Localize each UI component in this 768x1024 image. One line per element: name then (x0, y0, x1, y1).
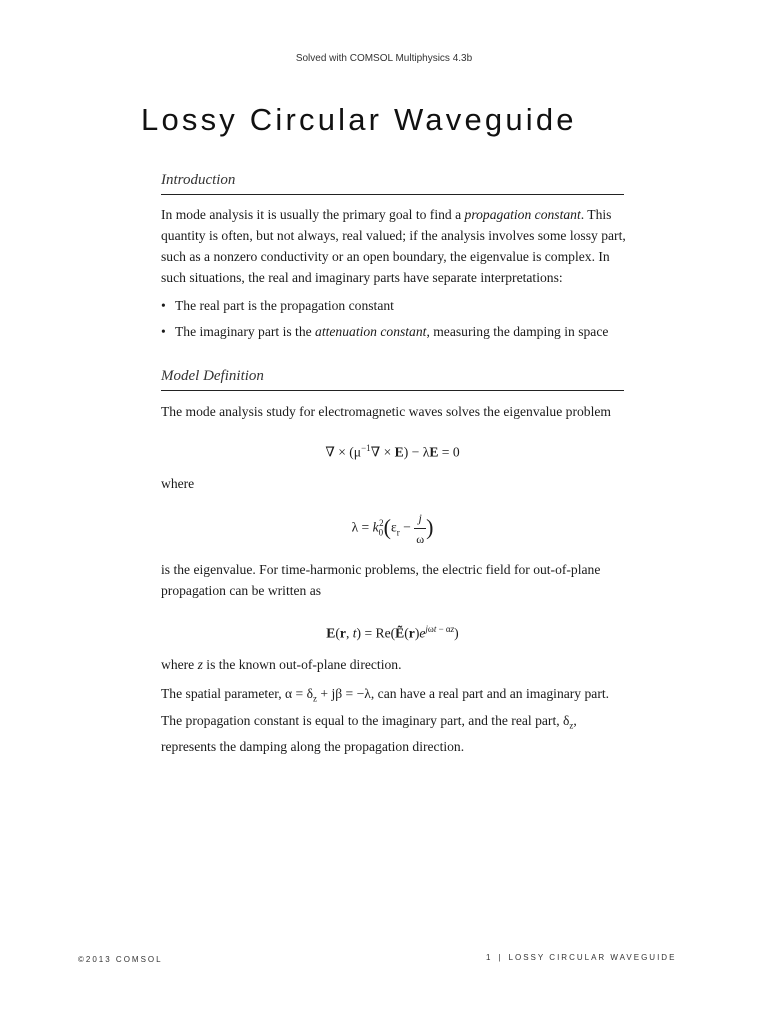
model-paragraph-3: where z is the known out-of-plane direction. (161, 657, 402, 672)
where-label: where (161, 476, 195, 491)
equation-eigenvalue-problem: ∇ × $(\mu^{-1}\nabla \times E) - \lambda E = 0$ (325, 443, 460, 460)
header-note: Solved with COMSOL Multiphysics 4.3b (295, 53, 473, 64)
page-number: 1 (486, 953, 493, 962)
equation-electric-field: E(r, $t) = Re(Ẽ(r)e^{j\omega t - \alpha z})$ (326, 624, 459, 641)
model-paragraph-1: The mode analysis study for electromagnetic waves solves the eigenvalue problem (161, 404, 611, 419)
model-paragraph-2: is the eigenvalue. For time-harmonic problems, the electric field for out-of-plane propagation can be written as (161, 562, 601, 598)
footer-running-title: LOSSY CIRCULAR WAVEGUIDE (508, 953, 677, 962)
bullet-item: • The real part is the propagation constant (161, 295, 641, 316)
page-title: Lossy Circular Waveguide (141, 102, 577, 137)
section-heading-introduction: Introduction (161, 172, 624, 195)
footer-separator: | (498, 953, 503, 962)
bullet-icon: • (161, 324, 166, 339)
intro-paragraph: In mode analysis it is usually the primary goal to find a propagation constant. This quantity is often, but not always, real valued; if the analysis involves some lossy part, such as a nonzero conductivity or an open boundary, the eigenvalue is complex. In such situations, the real and imaginary parts have separate interpretations: (161, 207, 626, 285)
equation-eigenvalue: $\lambda = k_0^2(\varepsilon_r$ − $\frac{j}{\omega}$ ) (161, 508, 624, 549)
footer-running-head (486, 953, 676, 962)
model-paragraph-4: The spatial parameter, $\alpha = \delta_z + j\beta = -\lambda$, can have a real part and an imaginary part. The propagation constant is equal to the imaginary part, and the real part, $\delta_z$, represents the damping along the propagation direction. (161, 686, 610, 755)
bullet-item: • The imaginary part is the attenuation constant, measuring the damping in space (161, 321, 641, 342)
footer-copyright: ©2013 COMSOL (78, 955, 163, 964)
section-heading-model-definition: Model Definition (161, 368, 624, 391)
bullet-icon: • (161, 298, 166, 313)
